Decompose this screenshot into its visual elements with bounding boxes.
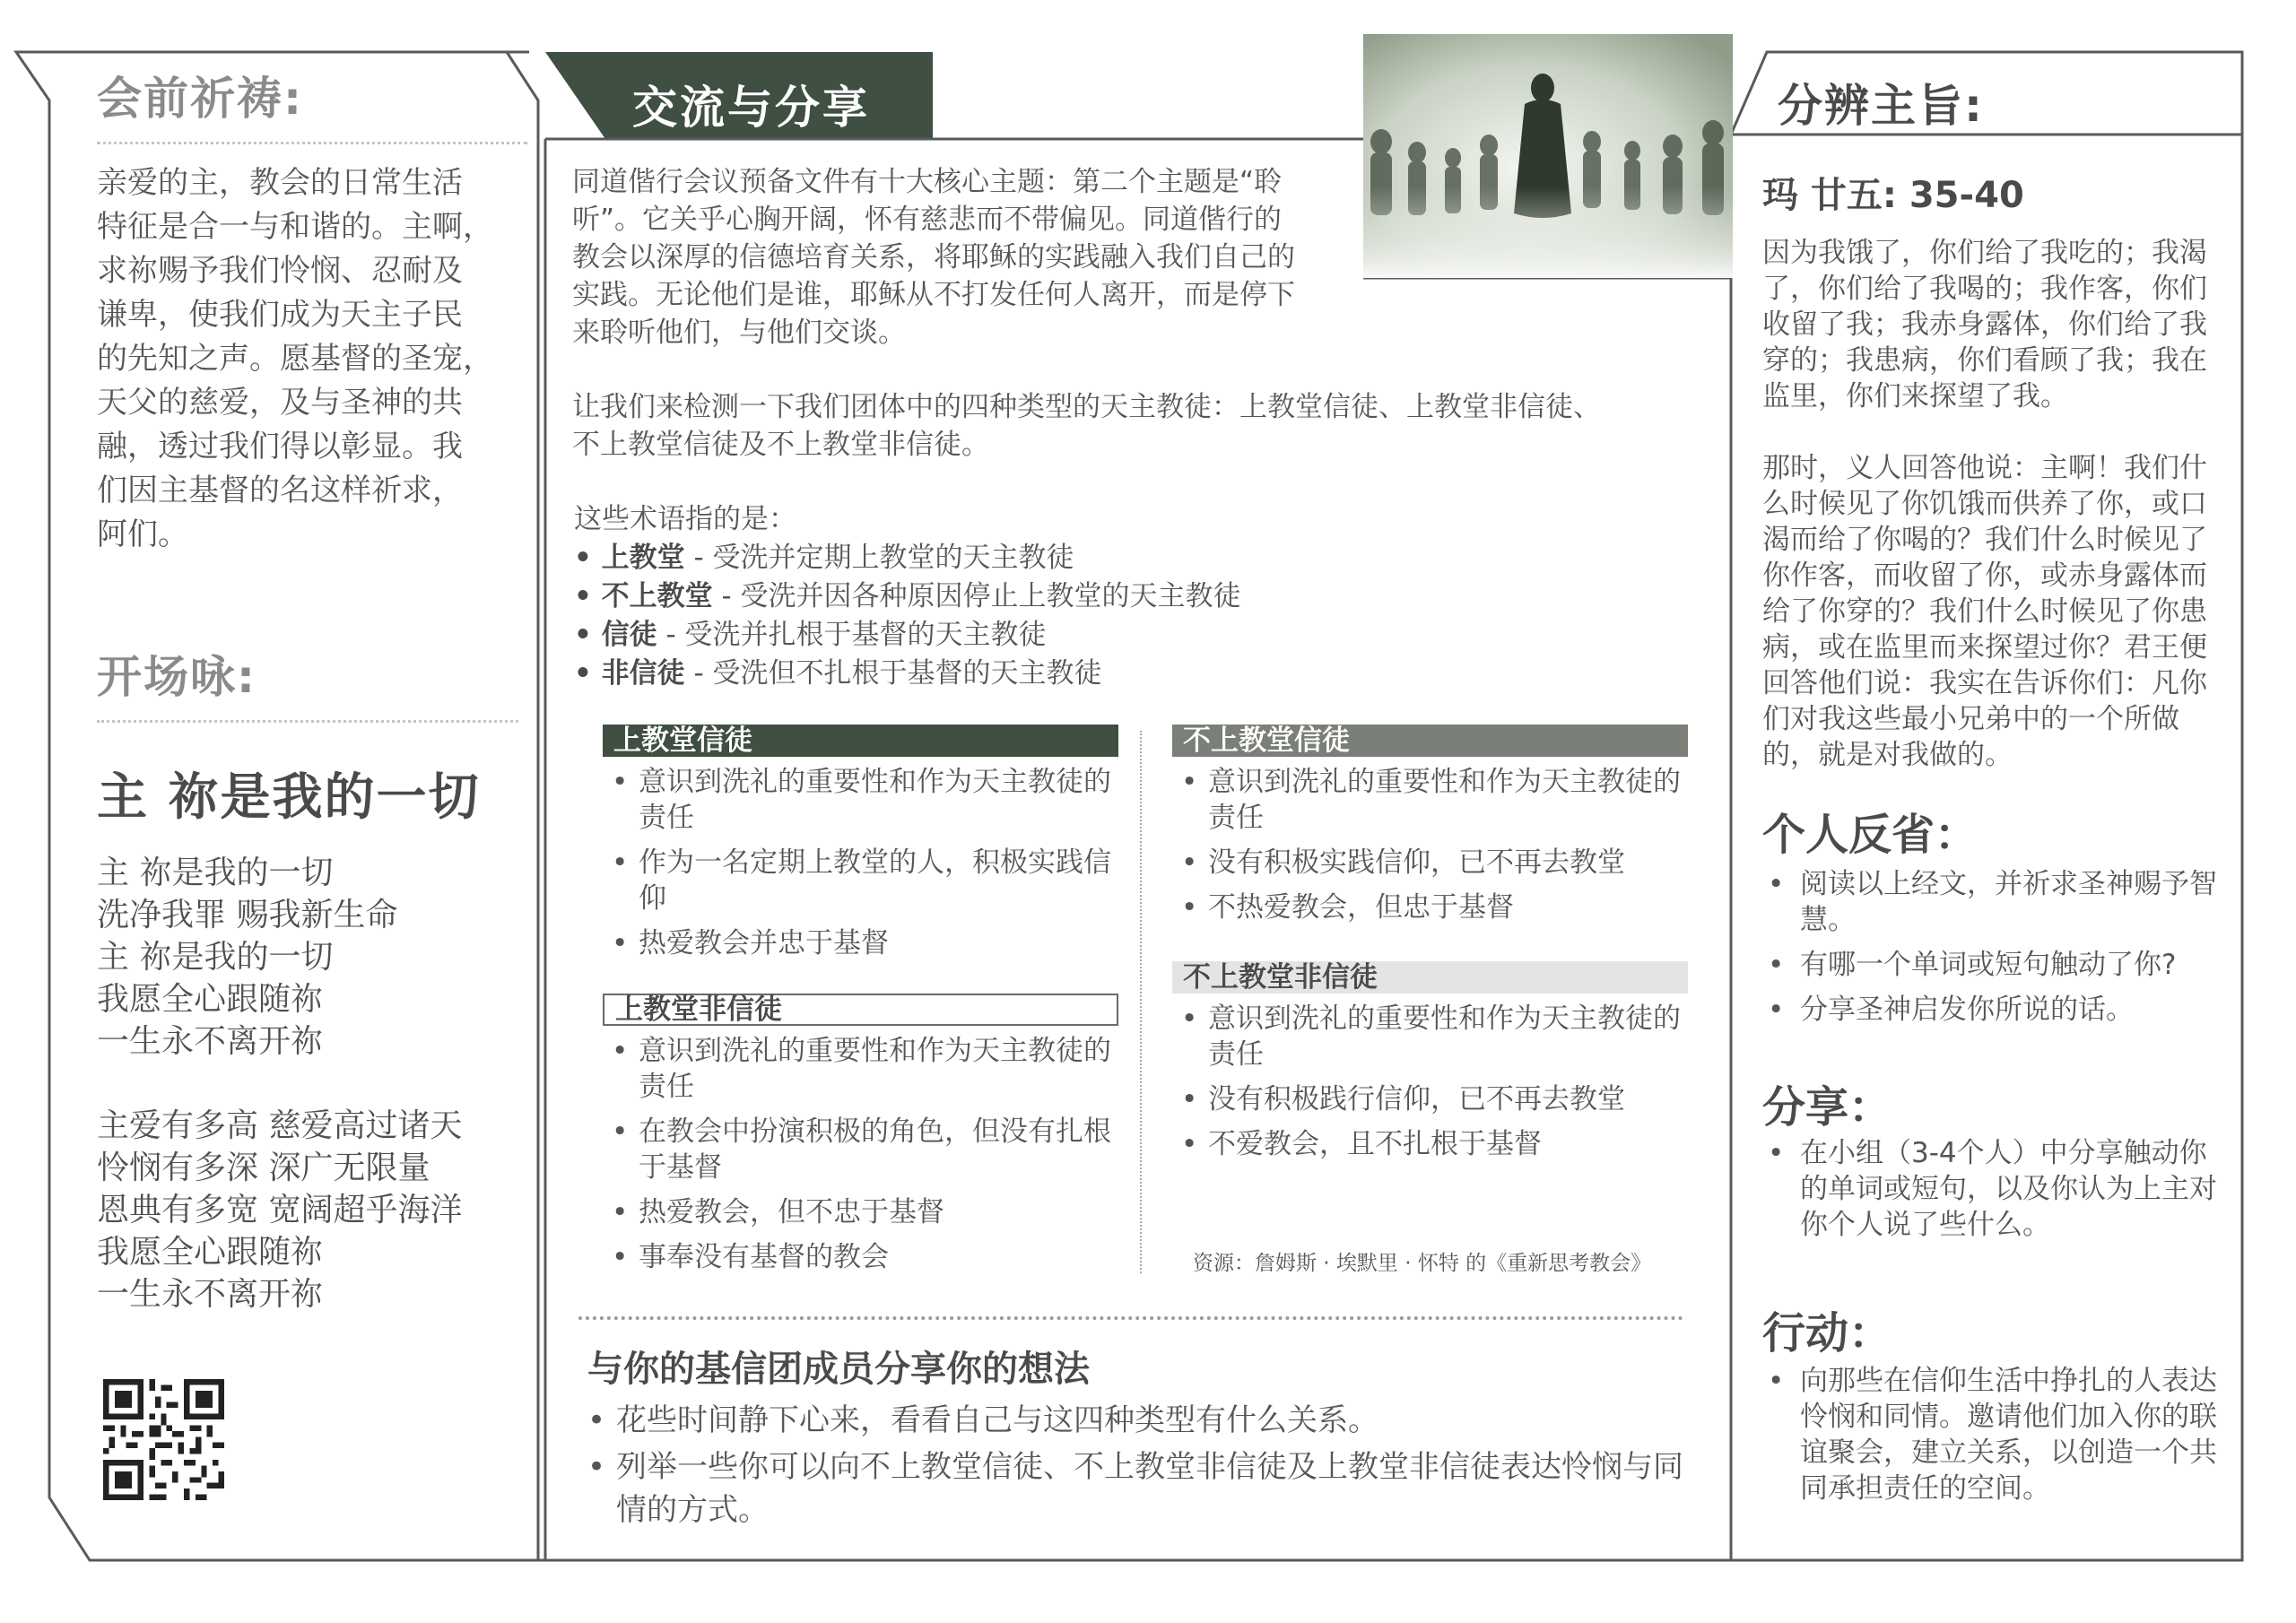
- four-types-line: 让我们来检测一下我们团体中的四种类型的天主教徒：上教堂信徒、上教堂非信徒、: [572, 391, 1601, 423]
- prayer-line: 阿们。: [97, 516, 188, 552]
- prayer-line: 亲爱的主，教会的日常生活: [97, 165, 463, 201]
- prayer-line: 天父的慈爱，及与圣神的共: [97, 385, 463, 421]
- divider: [97, 142, 527, 144]
- box-item: • 不爱教会，且不扎根于基督: [1172, 1126, 1688, 1162]
- hymn-line: 一生永不离开祢: [97, 1276, 324, 1313]
- discernment-title: 分辨主旨:: [1778, 80, 1984, 132]
- box-nonchurchgoing-believers: [1172, 725, 1688, 934]
- hymn-line: 洗净我罪 赐我新生命: [97, 897, 398, 933]
- term-name: 信徒: [601, 619, 657, 651]
- action-list: [1762, 1363, 2229, 1515]
- source-citation: 资源：詹姆斯 · 埃默里 · 怀特 的《重新思考教会》: [1193, 1252, 1652, 1275]
- reflection-title: 个人反省：: [1762, 810, 1979, 860]
- box-item: • 在教会中扮演积极的角色，但没有扎根于基督: [603, 1114, 1118, 1185]
- scripture-reference: 玛 廿五: 35-40: [1762, 175, 2024, 216]
- box-item: • 热爱教会并忠于基督: [603, 925, 1118, 961]
- term-item: [574, 577, 1650, 616]
- box-item: • 意识到洗礼的重要性和作为天主教徒的责任: [603, 1033, 1118, 1105]
- scripture-paragraph: 那时，义人回答他说：主啊！我们什么时候见了你饥饿而供养了你，或口渴而给了你喝的？我们什么时候见了你作客，而收留了你，或赤身露体而给了你穿的？我们什么时候见了你患病，或在监里而来探望过你？君王便回答他们说：我实在告诉你们：凡你们对我这些最小兄弟中的一个所做的，就是对我做的。: [1762, 452, 2207, 771]
- box-item: • 热爱教会，但不忠于基督: [603, 1194, 1118, 1230]
- column-divider: [1140, 731, 1142, 1273]
- prayer-line: 特征是合一与和谐的。主啊，: [97, 209, 493, 245]
- term-name: 非信徒: [601, 657, 685, 690]
- prayer-line: 谦卑，使我们成为天主子民: [97, 297, 463, 333]
- share-item: • 花些时间静下心来，看看自己与这四种类型有什么关系。: [587, 1399, 1691, 1442]
- four-types-paragraph: [572, 388, 1684, 464]
- intro-line: 教会以深厚的信德培育关系，将耶稣的实践融入我们自己的: [572, 241, 1295, 273]
- term-name: 不上教堂: [601, 580, 713, 612]
- box-item: • 意识到洗礼的重要性和作为天主教徒的责任: [603, 764, 1118, 836]
- term-item: [574, 616, 1650, 655]
- intro-line: 实践。无论他们是谁，耶稣从不打发任何人离开，而是停下: [572, 279, 1295, 311]
- intro-line: 同道偕行会议预备文件有十大核心主题：第二个主题是“聆: [572, 166, 1283, 198]
- hymn-line: 一生永不离开祢: [97, 1023, 324, 1060]
- scripture-paragraph: 因为我饿了，你们给了我吃的；我渴了，你们给了我喝的；我作客，你们收留了我；我赤身露体，你们给了我穿的；我患病，你们看顾了我；我在监里，你们来探望了我。: [1762, 237, 2207, 412]
- box-item: • 作为一名定期上教堂的人，积极实践信仰: [603, 845, 1118, 916]
- hymn-line: 怜悯有多深 深广无限量: [97, 1150, 430, 1186]
- box-title: 不上教堂信徒: [1172, 725, 1688, 757]
- box-churchgoing-nonbelievers: [603, 994, 1118, 1284]
- term-definition: - 受洗并扎根于基督的天主教徒: [657, 619, 1047, 651]
- box-item: • 不热爱教会，但忠于基督: [1172, 890, 1688, 925]
- sharing-item: • 在小组（3-4个人）中分享触动你的单词或短句，以及你认为上主对你个人说了些什么。: [1762, 1135, 2229, 1243]
- opening-prayer: [97, 161, 514, 557]
- share-thoughts-list: [587, 1399, 1691, 1535]
- box-item: • 没有积极实践信仰，已不再去教堂: [1172, 845, 1688, 881]
- reflection-list: [1762, 866, 2229, 1037]
- term-item: [574, 655, 1650, 693]
- scripture-text: [1762, 235, 2229, 773]
- prayer-line: 们因主基督的名这样祈求，: [97, 473, 463, 508]
- box-nonchurchgoing-nonbelievers: [1172, 961, 1688, 1171]
- box-item: • 意识到洗礼的重要性和作为天主教徒的责任: [1172, 1001, 1688, 1072]
- reflection-item: • 阅读以上经文，并祈求圣神赐予智慧。: [1762, 866, 2229, 938]
- action-title: 行动：: [1762, 1308, 1892, 1358]
- intro-line: 听”。它关乎心胸开阔，怀有慈悲而不带偏见。同道偕行的: [572, 204, 1283, 236]
- walking-crowd-photo: [1363, 34, 1733, 278]
- term-definition: - 受洗但不扎根于基督的天主教徒: [684, 657, 1102, 690]
- sharing-list: [1762, 1135, 2229, 1252]
- prayer-line: 的先知之声。愿基督的圣宠，: [97, 341, 493, 377]
- divider: [97, 720, 518, 723]
- hymn-line: 主爱有多高 慈爱高过诸天: [97, 1107, 463, 1144]
- hymn-line: 我愿全心跟随祢: [97, 1234, 324, 1271]
- hymn-line: 恩典有多宽 宽阔超乎海洋: [97, 1192, 463, 1228]
- sharing-title: 分享：: [1762, 1082, 1892, 1133]
- box-title: 上教堂非信徒: [603, 994, 1118, 1026]
- opening-hymn-block: [97, 641, 518, 723]
- hymn-title: 主 祢是我的一切: [97, 768, 481, 827]
- reflection-item: • 有哪一个单词或短句触动了你?: [1762, 947, 2229, 983]
- term-definition: - 受洗并因各种原因停止上教堂的天主教徒: [712, 580, 1241, 612]
- share-section-title: 交流与分享: [632, 82, 870, 134]
- box-item: • 事奉没有基督的教会: [603, 1239, 1118, 1275]
- intro-line: 来聆听他们，与他们交谈。: [572, 317, 906, 349]
- prayer-title-block: [97, 63, 527, 144]
- box-item: • 意识到洗礼的重要性和作为天主教徒的责任: [1172, 764, 1688, 836]
- prayer-line: 融，透过我们得以彰显。我: [97, 429, 463, 464]
- share-thoughts-title: 与你的基信团成员分享你的想法: [587, 1349, 1090, 1390]
- terms-intro: 这些术语指的是：: [574, 503, 796, 535]
- box-churchgoing-believers: [603, 725, 1118, 970]
- divider: [578, 1316, 1683, 1320]
- action-item: • 向那些在信仰生活中挣扎的人表达怜悯和同情。邀请他们加入你的联谊聚会，建立关系，以创造一个共同承担责任的空间。: [1762, 1363, 2229, 1506]
- box-title: 上教堂信徒: [603, 725, 1118, 757]
- box-title: 不上教堂非信徒: [1172, 961, 1688, 994]
- hymn-line: 主 祢是我的一切: [97, 855, 334, 891]
- hymn-lyrics: [97, 852, 527, 1315]
- hymn-line: 主 祢是我的一切: [97, 939, 334, 976]
- box-item: • 没有积极践行信仰，已不再去教堂: [1172, 1081, 1688, 1117]
- intro-paragraph: [572, 163, 1361, 352]
- terms-list: [574, 500, 1650, 693]
- term-item: [574, 539, 1650, 577]
- opening-hymn-title: 开场咏:: [97, 651, 257, 703]
- share-item: • 列举一些你可以向不上教堂信徒、不上教堂非信徒及上教堂非信徒表达怜悯与同情的方式。: [587, 1445, 1691, 1532]
- hymn-line: 我愿全心跟随祢: [97, 981, 324, 1018]
- term-definition: - 受洗并定期上教堂的天主教徒: [684, 542, 1074, 574]
- prayer-title: 会前祈祷:: [97, 73, 303, 125]
- reflection-item: • 分享圣神启发你所说的话。: [1762, 992, 2229, 1028]
- term-name: 上教堂: [601, 542, 685, 574]
- qr-code-icon[interactable]: [103, 1379, 224, 1500]
- prayer-line: 求祢赐予我们怜悯、忍耐及: [97, 253, 463, 289]
- four-types-line: 不上教堂信徒及不上教堂非信徒。: [572, 429, 989, 461]
